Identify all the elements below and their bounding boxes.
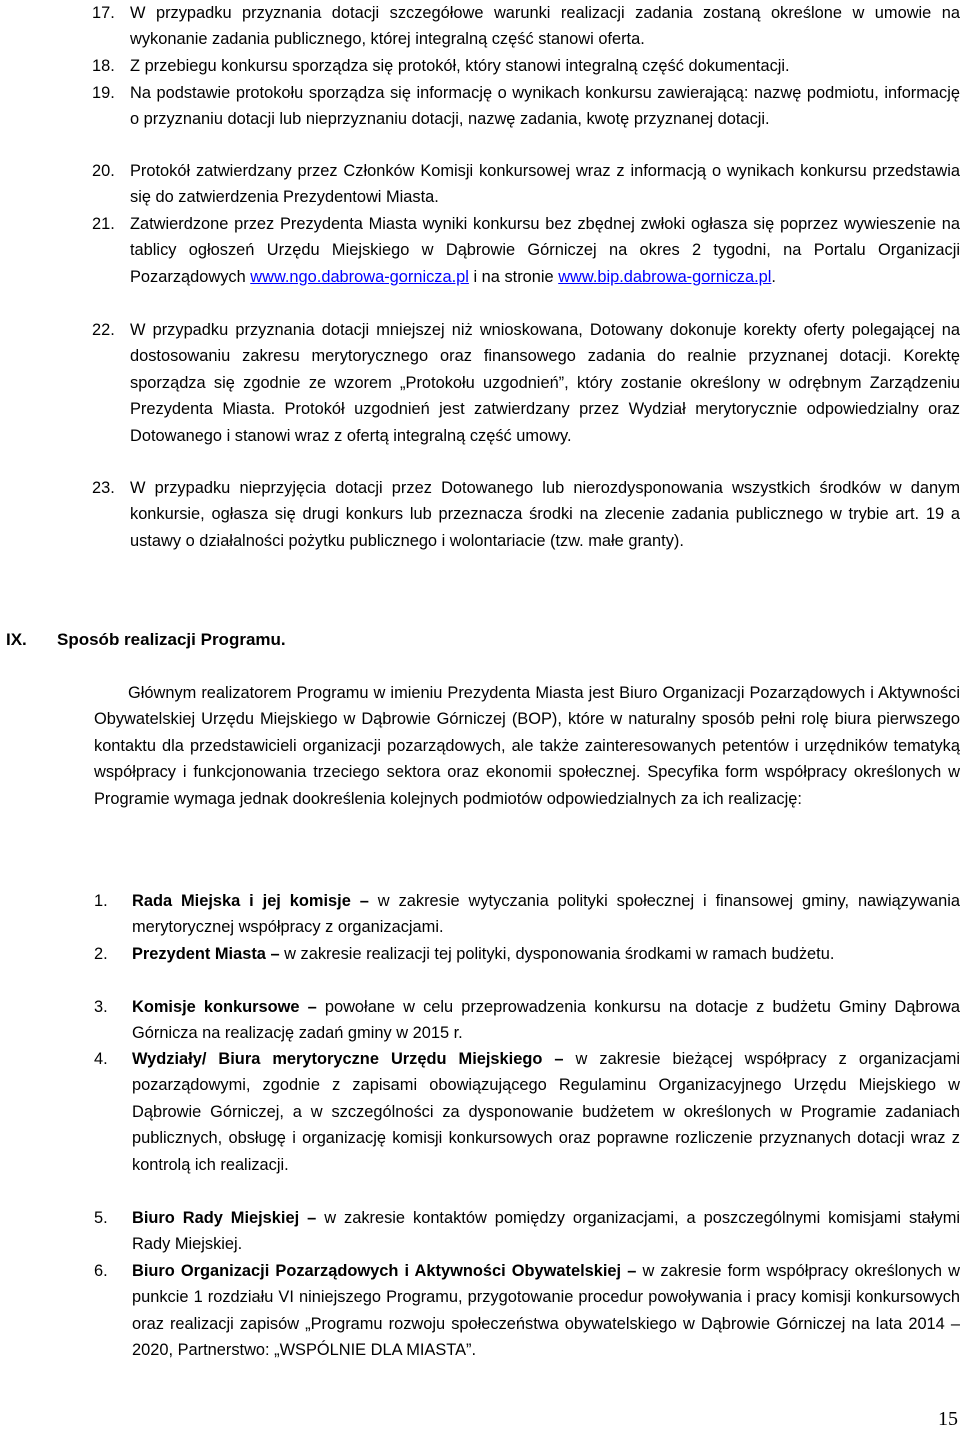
list-item — [94, 1046, 960, 1178]
item-text-part: w zakresie wytyczania polityki społecznej i finansowej gminy, nawiązywania merytorycznej współpracy z organizacjami. — [132, 892, 960, 937]
section-title: Sposób realizacji Programu. — [57, 630, 286, 649]
list-item — [94, 888, 960, 941]
item-text-part: . — [771, 267, 776, 286]
page-number: 15 — [938, 1408, 958, 1430]
list-item — [92, 317, 960, 449]
item-number: 17. — [92, 4, 115, 22]
item-number: 20. — [92, 162, 115, 180]
item-text: W przypadku przyznania dotacji mniejszej niż wnioskowana, Dotowany dokonuje korekty oferty polegającej na dostosowaniu zakresu merytorycznego oraz finansowego zadania do realnie przyznanej dotacji. Korektę sporządza się zgodnie ze wzorem „Protokołu uzgodnień”, który zostanie określony w odrębnym Zarządzeniu Prezydenta Miasta. Protokół uzgodnień jest zatwierdzany przez Wydział merytorycznie odpowiedzialny oraz Dotowanego i stanowi wraz z ofertą integralną część umowy. — [130, 321, 960, 445]
item-bold-label: Prezydent Miasta – — [132, 945, 280, 963]
list-item — [94, 1258, 960, 1364]
bip-link[interactable]: www.bip.dabrowa-gornicza.pl — [558, 267, 772, 286]
ngo-portal-link[interactable]: www.ngo.dabrowa-gornicza.pl — [250, 267, 469, 286]
item-text — [132, 1205, 960, 1258]
list-item — [94, 941, 960, 967]
intro-paragraph: Głównym realizatorem Programu w imieniu Prezydenta Miasta jest Biuro Organizacji Pozarządowych i Aktywności Obywatelskiej Urzędu Miejskiego w Dąbrowie Górniczej (BOP), które w naturalny sposób pełni rolę biura pierwszego kontaktu dla przedstawicieli organizacji pozarządowych, ale także zainteresowanych petentów i urzędników tematyką współpracy i funkcjonowania trzeciego sektora oraz ekonomii społecznej. Specyfika form współpracy określonych w Programie wymaga jednak dookreślenia kolejnych podmiotów odpowiedzialnych za ich realizację: — [94, 684, 960, 808]
item-text — [132, 994, 960, 1047]
item-number: 5. — [94, 1209, 108, 1227]
item-text-part: w zakresie form współpracy określonych w punkcie 1 rozdziału VI niniejszego Programu, przygotowanie procedur powoływania i pracy komisji konkursowych oraz realizacji zapisów „Programu rozwoju społeczeństwa obywatelskiego w Dąbrowie Górniczej na lata 2014 – 2020, Partnerstwo: „WSPÓLNIE DLA MIASTA”. — [132, 1262, 960, 1360]
item-number: 22. — [92, 321, 115, 339]
item-bold-label: Biuro Organizacji Pozarządowych i Aktywności Obywatelskiej – — [132, 1262, 637, 1280]
item-bold-label: Rada Miejska i jej komisje – — [132, 892, 369, 910]
list-item — [92, 0, 960, 53]
item-number: 6. — [94, 1262, 108, 1280]
item-text — [130, 211, 960, 290]
item-number: 1. — [94, 892, 108, 910]
item-bold-label: Komisje konkursowe – — [132, 998, 317, 1016]
list-item — [92, 475, 960, 554]
item-number: 3. — [94, 998, 108, 1016]
item-text: Protokół zatwierdzany przez Członków Komisji konkursowej wraz z informacją o wynikach konkursu przedstawia się do zatwierdzenia Prezydentowi Miasta. — [130, 162, 960, 207]
item-text-part: w zakresie bieżącej współpracy z organizacjami pozarządowymi, zgodnie z zapisami obowiązującego Regulaminu Organizacyjnego Urzędu Miejskiego w Dąbrowie Górniczej, a w szczególności za dysponowanie budżetem w określonych w Programie zadaniach publicznych, obsługę i organizację komisji konkursowych oraz poprawne rozliczenie przyznanych dotacji wraz z kontrolą ich realizacji. — [132, 1050, 960, 1174]
item-number: 23. — [92, 479, 115, 497]
item-bold-label: Wydziały/ Biura merytoryczne Urzędu Miejskiego – — [132, 1050, 564, 1068]
item-text: W przypadku nieprzyjęcia dotacji przez Dotowanego lub nierozdysponowania wszystkich środków w danym konkursie, ogłasza się drugi konkurs lub przeznacza środki na zlecenie zadania publicznego w trybie art. 19 a ustawy o działalności pożytku publicznego i wolontariacie (tzw. małe granty). — [130, 479, 960, 550]
item-number: 4. — [94, 1050, 108, 1068]
section-number: IX. — [6, 630, 27, 649]
item-number: 18. — [92, 57, 115, 75]
item-number: 21. — [92, 215, 115, 233]
item-number: 2. — [94, 945, 108, 963]
item-number: 19. — [92, 84, 115, 102]
section-heading — [6, 628, 286, 652]
item-text — [132, 941, 960, 967]
item-text: Z przebiegu konkursu sporządza się protokół, który stanowi integralną część dokumentacji. — [130, 57, 790, 75]
item-bold-label: Biuro Rady Miejskiej – — [132, 1209, 317, 1227]
item-text: W przypadku przyznania dotacji szczegółowe warunki realizacji zadania zostaną określone w umowie na wykonanie zadania publicznego, której integralną część stanowi oferta. — [130, 4, 960, 49]
list-item — [94, 994, 960, 1047]
list-item — [92, 158, 960, 211]
item-text-part: w zakresie kontaktów pomiędzy organizacjami, a poszczególnymi komisjami stałymi Rady Miejskiej. — [132, 1209, 960, 1254]
list-item — [94, 1205, 960, 1258]
list-item — [92, 53, 960, 79]
item-text: Na podstawie protokołu sporządza się informację o wynikach konkursu zawierającą: nazwę podmiotu, informację o przyznaniu dotacji lub nieprzyznaniu dotacji, nazwę zadania, kwotę przyznanej dotacji. — [130, 84, 960, 129]
item-text — [132, 1046, 960, 1178]
item-text-part: powołane w celu przeprowadzenia konkursu na dotacje z budżetu Gminy Dąbrowa Górnicza na realizację zadań gminy w 2015 r. — [132, 998, 960, 1043]
list-item — [92, 80, 960, 133]
list-item — [92, 211, 960, 290]
item-text — [132, 888, 960, 941]
item-text-part: w zakresie realizacji tej polityki, dysponowania środkami w ramach budżetu. — [279, 945, 835, 963]
item-text-part: i na stronie — [468, 267, 559, 286]
item-text-part: Zatwierdzone przez Prezydenta Miasta wyniki konkursu bez zbędnej zwłoki ogłasza się poprzez wywieszenie na tablicy ogłoszeń Urzędu Miejskiego w Dąbrowie Górniczej na okres 2 tygodni, na Portalu Organizacji Pozarządowych — [130, 215, 960, 286]
item-text — [132, 1258, 960, 1364]
